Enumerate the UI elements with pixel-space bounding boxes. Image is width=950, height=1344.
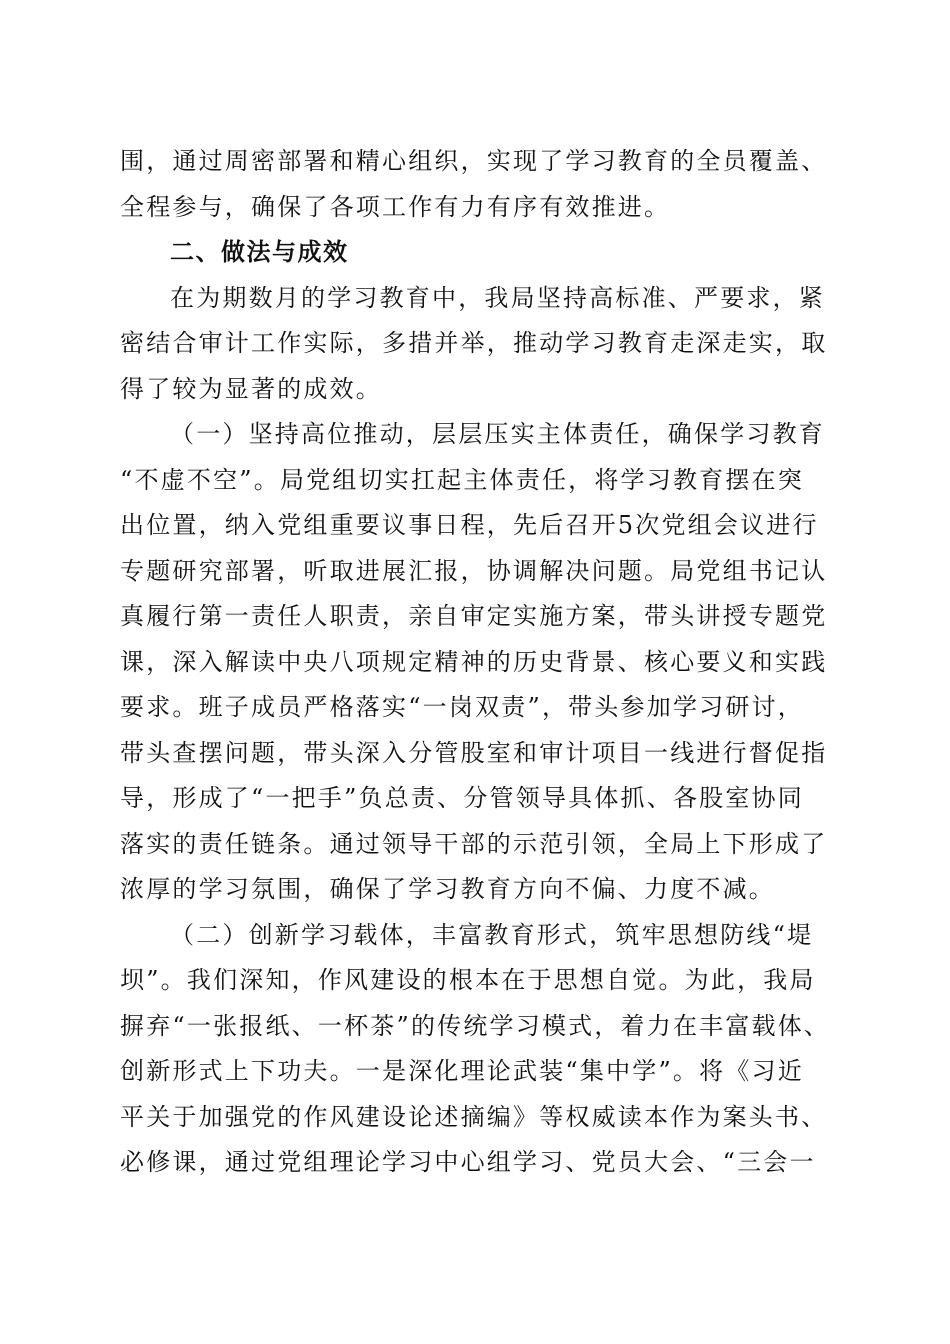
body-text-line: 围，通过周密部署和精心组织，实现了学习教育的全员覆盖、 [120,147,828,175]
body-text-line: 得了较为显著的成效。 [120,375,382,403]
body-text-line: “不虚不空”。局党组切实扛起主体责任，将学习教育摆在突 [120,466,804,494]
body-text-line: 密结合审计工作实际，多措并举，推动学习教育走深走实，取 [120,329,828,357]
body-text-line: 创新形式上下功夫。一是深化理论武装“集中学”。将《习近 [120,1057,804,1085]
body-text-line: 专题研究部署，听取进展汇报，协调解决问题。局党组书记认 [120,557,828,585]
body-text-line: 摒弃“一张报纸、一杯茶”的传统学习模式，着力在丰富载体、 [120,1012,831,1040]
body-text-line: 要求。班子成员严格落实“一岗双责”，带头参加学习研讨， [120,693,804,721]
body-text-line: 真履行第一责任人职责，亲自审定实施方案，带头讲授专题党 [120,602,828,630]
body-text-line: 平关于加强党的作风建设论述摘编》等权威读本作为案头书、 [120,1103,828,1131]
body-text-line: 在为期数月的学习教育中，我局坚持高标准、严要求，紧 [170,284,825,312]
body-text-line: 必修课，通过党组理论学习中心组学习、党员大会、“三会一 [120,1148,816,1176]
section-heading: 二、做法与成效 [170,238,349,266]
body-text-line: 出位置，纳入党组重要议事日程，先后召开5次党组会议进行 [120,511,819,539]
body-text-line: 浓厚的学习氛围，确保了学习教育方向不偏、力度不减。 [120,875,775,903]
body-text-line: 坝”。我们深知，作风建设的根本在于思想自觉。为此，我局 [120,966,816,994]
subsection-lead-line: （二）创新学习载体，丰富教育形式，筑牢思想防线“堤 [170,921,814,949]
subsection-lead-line: （一）坚持高位推动，层层压实主体责任，确保学习教育 [170,420,825,448]
body-text-line: 课，深入解读中央八项规定精神的历史背景、核心要义和实践 [120,648,828,676]
body-text-line: 全程参与，确保了各项工作有力有序有效推进。 [120,193,671,221]
body-text-line: 落实的责任链条。通过领导干部的示范引领，全局上下形成了 [120,830,828,858]
body-text-line: 带头查摆问题，带头深入分管股室和审计项目一线进行督促指 [120,739,828,767]
body-text-line: 导，形成了“一把手”负总责、分管领导具体抓、各股室协同 [120,784,804,812]
